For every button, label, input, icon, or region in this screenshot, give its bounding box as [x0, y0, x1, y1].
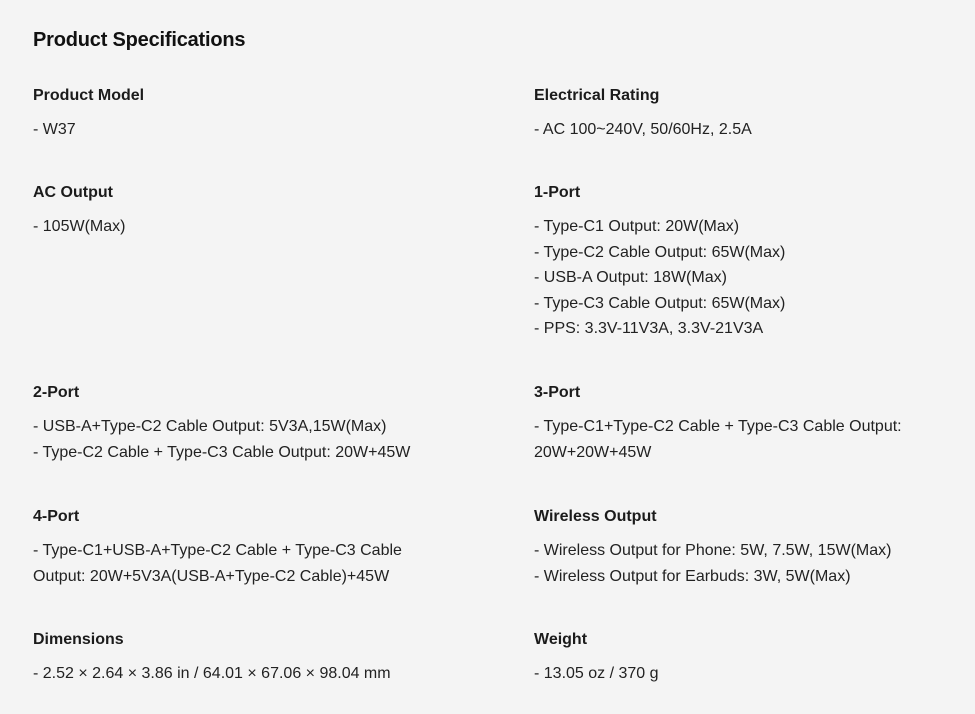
- spec-value: - 13.05 oz / 370 g: [534, 665, 659, 682]
- spec-value: - Type-C1+USB-A+Type-C2 Cable + Type-C3 Cable Output: 20W+5V3A(USB-A+Type-C2 Cable)+45W: [33, 542, 402, 585]
- spec-label: Dimensions: [33, 631, 124, 648]
- spec-value: - Type-C2 Cable + Type-C3 Cable Output: 20W+45W: [33, 443, 411, 461]
- spec-value: - W37: [33, 121, 76, 138]
- spec-value: - AC 100~240V, 50/60Hz, 2.5A: [534, 121, 752, 138]
- page-title: Product Specifications: [33, 29, 246, 51]
- spec-wireless-output: [534, 506, 954, 589]
- spec-label: Product Model: [33, 87, 145, 104]
- spec-value: - Type-C1+Type-C2 Cable + Type-C3 Cable Output: 20W+20W+45W: [534, 418, 902, 461]
- spec-label: 1-Port: [534, 184, 581, 201]
- spec-value: - Wireless Output for Phone: 5W, 7.5W, 15W(Max): [534, 542, 892, 559]
- spec-4-port: [33, 506, 453, 589]
- spec-3-port: [534, 382, 954, 465]
- spec-product-model: [33, 85, 453, 143]
- spec-value: - Wireless Output for Earbuds: 3W, 5W(Max): [534, 567, 851, 585]
- spec-value: - USB-A Output: 18W(Max): [534, 269, 727, 287]
- spec-value: - PPS: 3.3V-11V3A, 3.3V-21V3A: [534, 320, 764, 338]
- spec-label: 3-Port: [534, 384, 581, 401]
- spec-ac-output: [33, 182, 453, 240]
- spec-label: Electrical Rating: [534, 87, 660, 104]
- spec-value: - Type-C1 Output: 20W(Max): [534, 218, 740, 235]
- spec-value: - Type-C2 Cable Output: 65W(Max): [534, 243, 786, 261]
- spec-weight: [534, 629, 954, 687]
- spec-label: 2-Port: [33, 384, 80, 401]
- spec-2-port: [33, 382, 453, 465]
- product-specifications-page: [33, 26, 953, 54]
- spec-label: Weight: [534, 631, 588, 648]
- spec-label: 4-Port: [33, 508, 80, 525]
- spec-electrical-rating: [534, 85, 954, 143]
- spec-value: - 2.52 × 2.64 × 3.86 in / 64.01 × 67.06 × 98.04 mm: [33, 665, 391, 682]
- spec-dimensions: [33, 629, 453, 687]
- spec-value: - 105W(Max): [33, 218, 126, 235]
- spec-value: - Type-C3 Cable Output: 65W(Max): [534, 294, 786, 312]
- spec-label: Wireless Output: [534, 508, 657, 525]
- spec-label: AC Output: [33, 184, 113, 201]
- spec-1-port: [534, 182, 954, 342]
- spec-value: - USB-A+Type-C2 Cable Output: 5V3A,15W(Max): [33, 418, 387, 435]
